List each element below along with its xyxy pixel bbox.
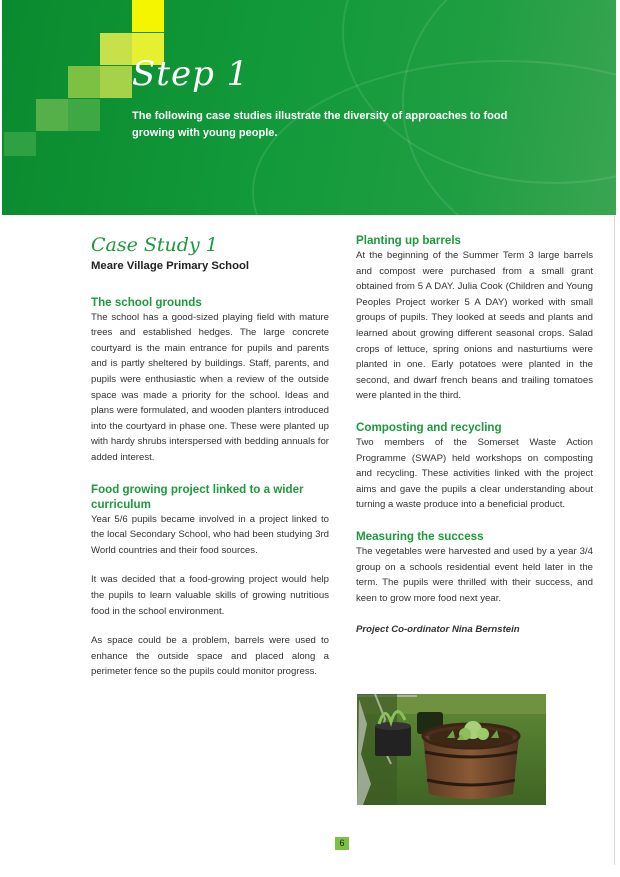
section-body-food-growing-2: It was decided that a food-growing project would help the pupils to learn valuable skills of growing nutritious food in the school environment. bbox=[91, 574, 329, 617]
section-body-school-grounds: The school has a good-sized playing field with mature trees and established hedges. The large concrete courtyard is the main entrance for pupils and parents and is partly sheltered by buildings. Staff, parents, and pupils were enthusiastic when a review of the outside space was made a priority for the school. Ideas and plans were formulated, and wooden planters introduced into the courtyard in phase one. These were planted up with hardy shrubs interspersed with bedding annuals for added interest. bbox=[91, 311, 329, 463]
decorative-square bbox=[100, 66, 132, 98]
right-column bbox=[356, 233, 593, 638]
barrel-photo bbox=[357, 694, 546, 805]
page-number: 6 bbox=[335, 837, 349, 850]
school-name: Meare Village Primary School bbox=[91, 260, 250, 272]
section-body-composting: Two members of the Somerset Waste Action Programme (SWAP) held workshops on composting and recycling. These activities linked with the project aims and gave the pupils a clear understanding about turning a waste produce into a beneficial product. bbox=[356, 436, 593, 511]
section-heading-food-growing: Food growing project linked to a wider curriculum bbox=[91, 482, 304, 511]
section-body-planting: At the beginning of the Summer Term 3 large barrels and compost were purchased from a small grant obtained from 5 A DAY. Julia Cook (Children and Young Peoples Project worker 5 A DAY) worked with small groups of pupils. They looked at seeds and plants and learned about growing different seasonal crops. Salad crops of lettuce, spring onions and nasturtiums were planted in one. Early potatoes were planted in the second, and dwarf french beans and trailing tomatoes were planted in the third. bbox=[356, 250, 593, 402]
section-body-food-growing-1: Year 5/6 pupils became involved in a project linked to the local Secondary School, who had been studying 3rd World countries and their food sources. bbox=[91, 513, 329, 556]
intro-text: The following case studies illustrate the diversity of approaches to food growing with young people. bbox=[132, 110, 508, 139]
section-heading-composting: Composting and recycling bbox=[356, 420, 502, 434]
decorative-square bbox=[68, 99, 100, 131]
barrel-photo-illustration bbox=[357, 694, 546, 805]
case-study-title: Case Study 1 bbox=[91, 234, 218, 256]
decorative-square bbox=[4, 132, 36, 156]
section-heading-success: Measuring the success bbox=[356, 529, 484, 543]
section-heading-planting: Planting up barrels bbox=[356, 234, 462, 247]
section-body-food-growing-3: As space could be a problem, barrels were used to enhance the outside space and placed along a perimeter fence so the pupils could monitor progress. bbox=[91, 635, 329, 678]
decorative-square bbox=[68, 66, 100, 98]
decorative-square bbox=[132, 0, 164, 32]
page-title: Step 1 bbox=[132, 54, 250, 94]
page-edge bbox=[614, 215, 615, 865]
decorative-square bbox=[36, 99, 68, 131]
header-banner bbox=[2, 0, 616, 215]
decorative-square bbox=[100, 33, 132, 65]
section-body-success: The vegetables were harvested and used by a year 3/4 group on a schools residential event held later in the term. The pupils were thrilled with their success, and keen to grow more food next year. bbox=[356, 545, 593, 604]
section-heading-school-grounds: The school grounds bbox=[91, 295, 202, 309]
left-column bbox=[91, 233, 329, 680]
signature: Project Co-ordinator Nina Bernstein bbox=[356, 624, 520, 636]
